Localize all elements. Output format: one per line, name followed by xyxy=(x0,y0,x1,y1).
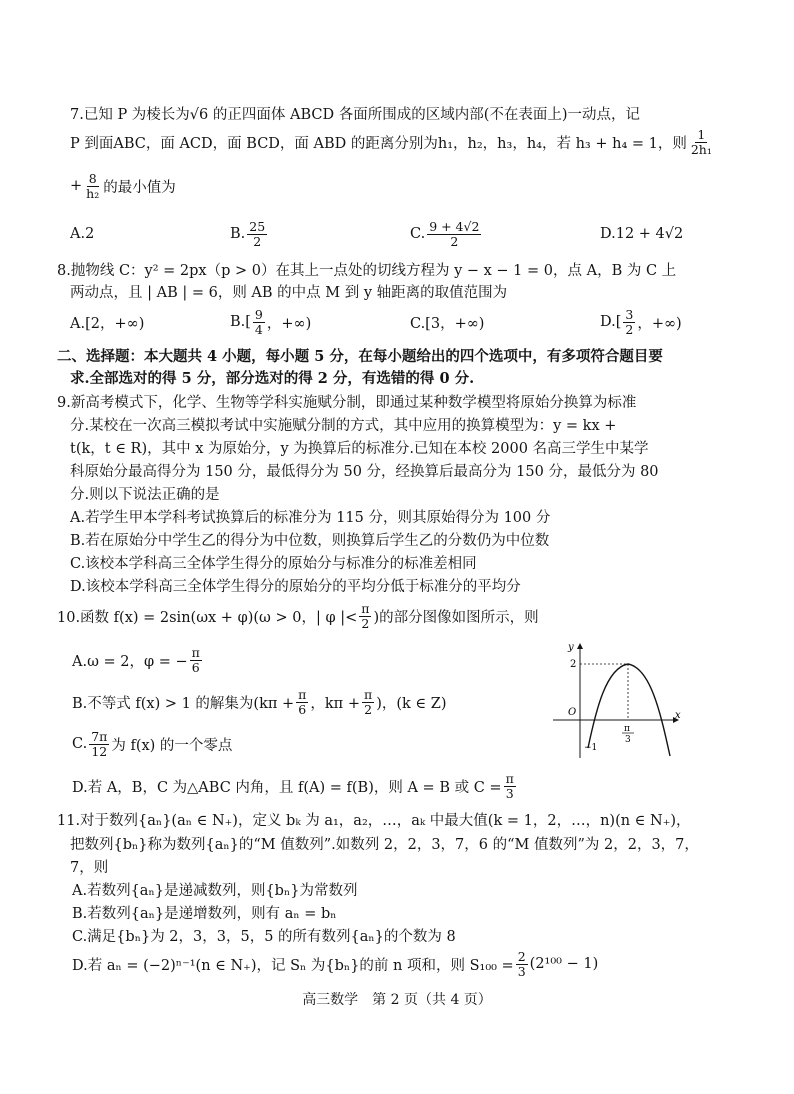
q8-line-1: 8.抛物线 C：y² = 2px（p > 0）在其上一点处的切线方程为 y − x − 1 = 0，点 A，B 为 C 上 xyxy=(57,263,677,279)
q11-line-1: 11.对于数列{aₙ}(aₙ ∈ N₊)，定义 bₖ 为 a₁，a₂，…，aₖ 中最大值(k = 1，2，…，n)(n ∈ N₊)， xyxy=(57,813,691,829)
q10-sine-graph xyxy=(548,640,688,760)
q9-line-5: 分.则以下说法正确的是 xyxy=(70,487,220,503)
y-min-label: −1 xyxy=(584,743,598,753)
q9-option-c: C.该校本学科高三全体学生得分的原始分与标准分的标准差相同 xyxy=(70,556,477,572)
q8-option-b: B.[ $\frac{9}{4}$ ，+∞) xyxy=(230,307,312,337)
q9-line-2: 分.某校在一次高三模拟考试中实施赋分制的方式，其中应用的换算模型为：y = kx + xyxy=(70,418,617,434)
q7-option-c: C. $\frac{9 + 4√2}{2}$ xyxy=(410,219,480,249)
x-tick-denominator: 3 xyxy=(625,735,631,745)
q9-option-d: D.该校本学科高三全体学生得分的原始分的平均分低于标准分的平均分 xyxy=(70,579,521,595)
q11-line-3: 7，则 xyxy=(70,860,109,876)
q7-line-3: + $\frac{8}{\text{h₂}}$ 的最小值为 xyxy=(70,171,176,201)
q10-option-a: A.ω = 2，φ = − $\frac{\pi}{6}$ xyxy=(72,645,200,675)
q7-line-1: 7.已知 P 为棱长为√6 的正四面体 ABCD 各面所围成的区域内部(不在表面上)一动点，记 xyxy=(70,107,641,123)
y-axis-label: y xyxy=(568,642,574,653)
page-footer: 高三数学 第 2 页（共 4 页） xyxy=(302,992,492,1008)
q8-options xyxy=(70,308,720,337)
q7-line-2-text: P 到面ABC，面 ACD，面 BCD，面 ABD 的距离分别为h₁，h₂，h₃，h₄，若 h₃ + h₄ = 1，则 xyxy=(70,135,687,152)
q8-option-d: D.[ $\frac{3}{2}$ ，+∞) xyxy=(600,307,682,337)
q11-option-b: B.若数列{aₙ}是递增数列，则有 aₙ = bₙ xyxy=(72,906,337,922)
q8-option-a: A.[2，+∞) xyxy=(70,315,145,332)
y-max-label: 2 xyxy=(570,659,577,670)
q9-option-a: A.若学生甲本学科考试换算后的标准分为 115 分，则其原始得分为 100 分 xyxy=(70,510,551,526)
x-tick-numerator: π xyxy=(624,724,630,734)
q7-option-d: D.12 + 4√2 xyxy=(600,226,684,243)
origin-label: O xyxy=(568,707,577,718)
q7-fraction-2: $\frac{8}{\text{h₂}}$ xyxy=(86,171,100,201)
section-2-heading-line-1: 二、选择题：本大题共 4 小题，每小题 5 分，在每小题给出的四个选项中，有多项符合题目要 xyxy=(57,348,663,365)
q7-option-b: B. $\frac{25}{2}$ xyxy=(230,219,266,249)
q10-stem: 10.函数 f(x) = 2sin(ωx + φ)(ω > 0，| φ |< $\frac{\pi}{2}$ )的部分图像如图所示，则 xyxy=(57,601,539,631)
q9-line-4: 科原始分最高得分为 150 分，最低得分为 50 分，经换算后最高分为 150 分，最低分为 80 xyxy=(70,464,659,480)
x-axis-label: x xyxy=(675,710,681,721)
q7-option-a: A.2 xyxy=(70,226,95,243)
section-2-heading-line-2: 求.全部选对的得 5 分，部分选对的得 2 分，有选错的得 0 分. xyxy=(70,370,475,387)
q8-option-c: C.[3，+∞) xyxy=(410,315,485,332)
q11-option-a: A.若数列{aₙ}是递减数列，则{bₙ}为常数列 xyxy=(72,883,358,899)
q10-option-c: C. $\frac{7\pi}{12}$ 为 f(x) 的一个零点 xyxy=(72,729,233,759)
q8-line-2: 两动点，且 | AB | = 6，则 AB 的中点 M 到 y 轴距离的取值范围为 xyxy=(70,285,508,301)
q10-option-b: B.不等式 f(x) > 1 的解集为(kπ + $\frac{\pi}{6}$ ，kπ + $\frac{\pi}{2}$ )，(k ∈ Z) xyxy=(72,687,447,717)
q9-line-3: t(k，t ∈ R)，其中 x 为原始分，y 为换算后的标准分.已知在本校 2000 名高三学生中某学 xyxy=(70,441,649,457)
q9-line-1: 9.新高考模式下，化学、生物等学科实施赋分制，即通过某种数学模型将原始分换算为标准 xyxy=(57,395,637,411)
q7-line-2 xyxy=(70,128,716,157)
q10-option-d: D.若 A，B，C 为△ABC 内角，且 f(A) = f(B)，则 A = B 或 C = $\frac{\pi}{3}$ xyxy=(72,771,514,801)
q7-fraction-1: $\frac{1}{\text{2h₁}}$ xyxy=(690,127,712,157)
q7-options xyxy=(70,220,720,249)
q9-option-b: B.若在原始分中学生乙的得分为中位数，则换算后学生乙的分数仍为中位数 xyxy=(70,533,550,549)
q11-option-c: C.满足{bₙ}为 2，3，3，5，5 的所有数列{aₙ}的个数为 8 xyxy=(72,929,456,945)
q11-line-2: 把数列{bₙ}称为数列{aₙ}的“M 值数列”.如数列 2，2，3，7，6 的“M 值数列”为 2，2，3，7， xyxy=(70,837,699,853)
q11-option-d: D.若 aₙ = (−2)ⁿ⁻¹(n ∈ N₊)，记 Sₙ 为{bₙ}的前 n 项和，则 S₁₀₀ = $\frac{2}{3}$ (2¹⁰⁰ − 1) xyxy=(72,949,599,979)
